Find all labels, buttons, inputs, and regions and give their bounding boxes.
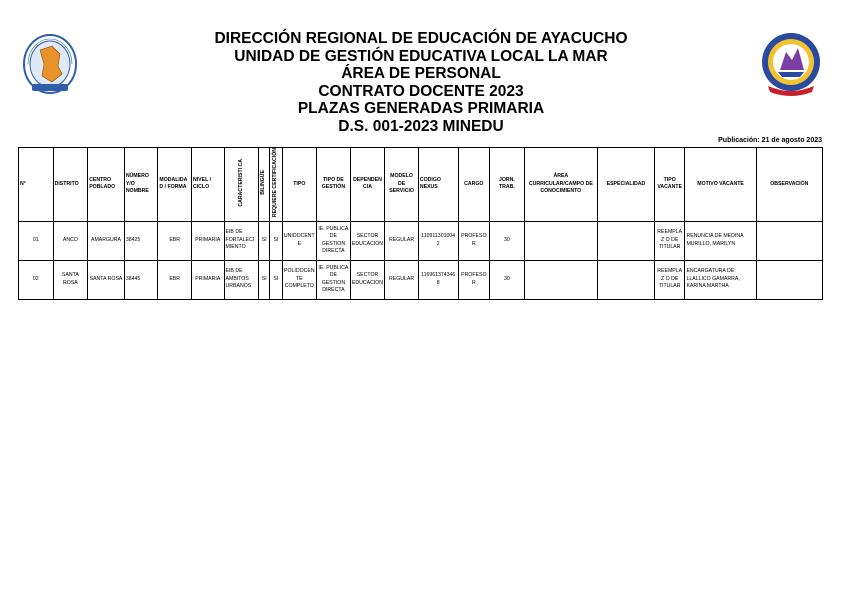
cell-bilingue: SI <box>259 221 270 260</box>
cell-motivo: ENCARGATURA DE: LLALLICO GAMARRA, KARINA MARTHA <box>685 260 756 299</box>
header-certificacion <box>270 148 282 222</box>
header-bilingue <box>259 148 270 222</box>
document-title-block <box>150 30 692 135</box>
table-header-row <box>19 148 823 222</box>
cell-modelo: REGULAR <box>385 260 419 299</box>
header-observacion: OBSERVACIÓN <box>756 148 822 222</box>
cell-bilingue: SI <box>259 260 270 299</box>
cell-observacion <box>756 260 822 299</box>
cell-observacion <box>756 221 822 260</box>
title-line-5: PLAZAS GENERADAS PRIMARIA <box>297 100 545 117</box>
cell-codigo: 1169613743468 <box>418 260 458 299</box>
title-line-4: CONTRATO DOCENTE 2023 <box>318 82 524 100</box>
cell-certificacion: SI <box>270 221 282 260</box>
cell-motivo: RENUNCIA DE MEDINA MURILLO, MARILYN <box>685 221 756 260</box>
cell-modalidad: EBR <box>158 221 192 260</box>
ugel-la-mar-logo <box>760 30 822 98</box>
header-dependencia: DEPENDEN CIA <box>350 148 385 222</box>
header-centro: CENTRO POBLADO <box>88 148 125 222</box>
table-row <box>19 221 823 260</box>
header-codigo: CODIGO NEXUS <box>418 148 458 222</box>
header-tipo-vacante: TIPO VACANTE <box>654 148 685 222</box>
cell-tipo-vacante: REEMPLAZ O DE TITULAR <box>654 221 685 260</box>
header-caracteristica-label: CARACTERISTI CA <box>237 158 244 207</box>
header-caracteristica <box>224 148 259 222</box>
cell-cargo: PROFESOR <box>458 221 490 260</box>
cell-cargo: PROFESOR <box>458 260 490 299</box>
cell-modelo: REGULAR <box>385 221 419 260</box>
header-motivo: MOTIVO VACANTE <box>685 148 756 222</box>
cell-especialidad <box>597 260 654 299</box>
cell-num: 01 <box>19 221 54 260</box>
title-line-3: ÁREA DE PERSONAL <box>341 65 501 82</box>
header-modalidad: MODALIDA D / FORMA <box>158 148 192 222</box>
header-bilingue-label: BILINGÜE <box>260 170 267 195</box>
header-cargo: CARGO <box>458 148 490 222</box>
cell-dependencia: SECTOR EDUCACION <box>350 221 385 260</box>
header-distrito: DISTRITO <box>53 148 88 222</box>
title-line-2: UNIDAD DE GESTIÓN EDUCATIVA LOCAL LA MAR <box>234 47 608 65</box>
cell-centro: AMARGURA <box>88 221 125 260</box>
header-tipo-gestion: TIPO DE GESTIÓN <box>317 148 351 222</box>
cell-caracteristica: EIB DE AMBITOS URBANOS <box>224 260 259 299</box>
header-jornada: JORN. TRAB. <box>490 148 525 222</box>
cell-modalidad: EBR <box>158 260 192 299</box>
cell-nivel: PRIMARIA <box>191 260 224 299</box>
cell-nivel: PRIMARIA <box>191 221 224 260</box>
cell-jornada: 30 <box>490 221 525 260</box>
header-numero: NÚMERO Y/O NOMBRE <box>124 148 158 222</box>
cell-distrito: ANCO <box>53 221 88 260</box>
header-certificacion-label: REQUIERE CERTIFICACIÓN <box>272 148 279 218</box>
header-nivel: NIVEL / CICLO <box>191 148 224 222</box>
cell-tipo-gestion: IE. PUBLICA DE GESTION DIRECTA <box>317 221 351 260</box>
cell-caracteristica: EIB DE FORTALECI MIENTO <box>224 221 259 260</box>
cell-area <box>524 221 597 260</box>
cell-num: 02 <box>19 260 54 299</box>
cell-numero: 38425 <box>124 221 158 260</box>
header-num: N° <box>19 148 54 222</box>
cell-distrito: SANTA ROSA <box>53 260 88 299</box>
cell-especialidad <box>597 221 654 260</box>
header-modelo: MODELO DE SERVICIO <box>385 148 419 222</box>
cell-centro: SANTA ROSA <box>88 260 125 299</box>
header-tipo: TIPO <box>282 148 317 222</box>
header-especialidad: ESPECIALIDAD <box>597 148 654 222</box>
cell-tipo: UNIDOCENT E <box>282 221 317 260</box>
cell-codigo: 1109113010042 <box>418 221 458 260</box>
cell-tipo-gestion: IE. PUBLICA DE GESTION DIRECTA <box>317 260 351 299</box>
cell-numero: 38445 <box>124 260 158 299</box>
header-area: ÁREA CURRICULAR/CAMPO DE CONOCIMIENTO <box>524 148 597 222</box>
cell-dependencia: SECTOR EDUCACION <box>350 260 385 299</box>
title-line-6: D.S. 001-2023 MINEDU <box>338 117 504 135</box>
table-row <box>19 260 823 299</box>
title-line-1: DIRECCIÓN REGIONAL DE EDUCACIÓN DE AYACUCHO <box>214 30 628 47</box>
cell-tipo: POLIDOCEN TE COMPLETO <box>282 260 317 299</box>
publication-date: Publicación: 21 de agosto 2023 <box>718 137 822 144</box>
vacancies-table <box>18 147 823 300</box>
cell-certificacion: SI <box>270 260 282 299</box>
cell-tipo-vacante: REEMPLAZ O DE TITULAR <box>654 260 685 299</box>
cell-area <box>524 260 597 299</box>
cell-jornada: 30 <box>490 260 525 299</box>
dre-ayacucho-logo <box>22 34 78 96</box>
